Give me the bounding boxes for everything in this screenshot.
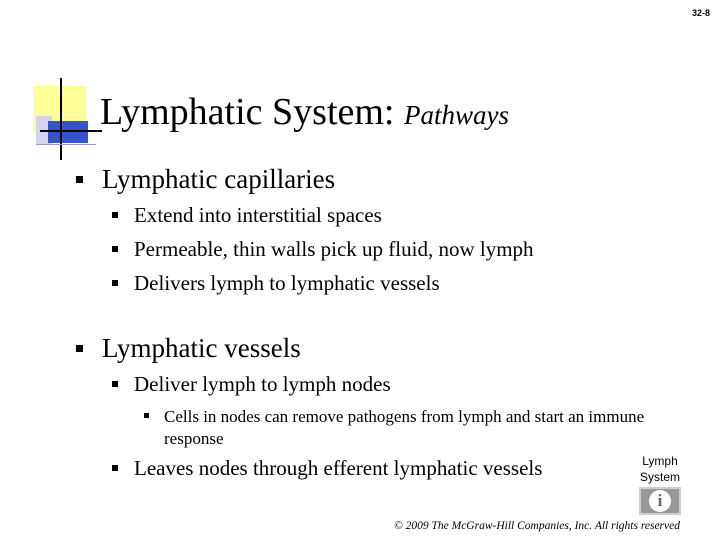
slide-number: 32-8: [691, 8, 710, 18]
bullet-icon: [112, 246, 118, 252]
copyright-notice: © 2009 The McGraw-Hill Companies, Inc. All rights reserved: [394, 520, 680, 532]
list-item: [134, 237, 534, 262]
list-item-text: Lymphatic capillaries: [102, 164, 336, 194]
list-item-text: Extend into interstitial spaces: [134, 203, 382, 227]
page-title: [100, 90, 509, 134]
bullet-icon: [112, 465, 118, 471]
logo-horizontal-line-light: [36, 144, 96, 145]
link-label-line2: System: [639, 470, 680, 484]
info-icon: i: [649, 490, 671, 512]
list-item-text: Deliver lymph to lymph nodes: [134, 372, 391, 396]
list-item: [134, 203, 382, 228]
list-item: [134, 271, 440, 296]
bullet-icon: [112, 280, 118, 286]
list-item: [102, 164, 335, 195]
list-item: [134, 456, 542, 481]
title-sub: Pathways: [403, 100, 509, 130]
list-item: [134, 372, 391, 397]
list-item: [164, 406, 664, 450]
logo-vertical-line: [60, 78, 62, 160]
bullet-icon: [144, 413, 149, 418]
list-item: [102, 333, 301, 364]
list-item-text: Leaves nodes through efferent lymphatic vessels: [134, 456, 543, 480]
bullet-icon: [76, 176, 83, 183]
info-button[interactable]: [639, 487, 681, 515]
list-item-text: Cells in nodes can remove pathogens from lymph and start an immune response: [164, 407, 645, 448]
logo-decoration: [0, 0, 120, 170]
logo-blue-square: [48, 121, 88, 143]
bullet-icon: [112, 381, 118, 387]
bullet-icon: [112, 212, 118, 218]
list-item-text: Delivers lymph to lymphatic vessels: [134, 271, 440, 295]
lymph-system-link[interactable]: [632, 453, 688, 515]
bullet-icon: [76, 345, 83, 352]
logo-horizontal-line: [40, 130, 102, 132]
title-main: Lymphatic System:: [100, 91, 395, 133]
list-item-text: Permeable, thin walls pick up fluid, now lymph: [134, 237, 534, 261]
link-label-line1: Lymph: [642, 454, 678, 468]
list-item-text: Lymphatic vessels: [102, 333, 301, 363]
